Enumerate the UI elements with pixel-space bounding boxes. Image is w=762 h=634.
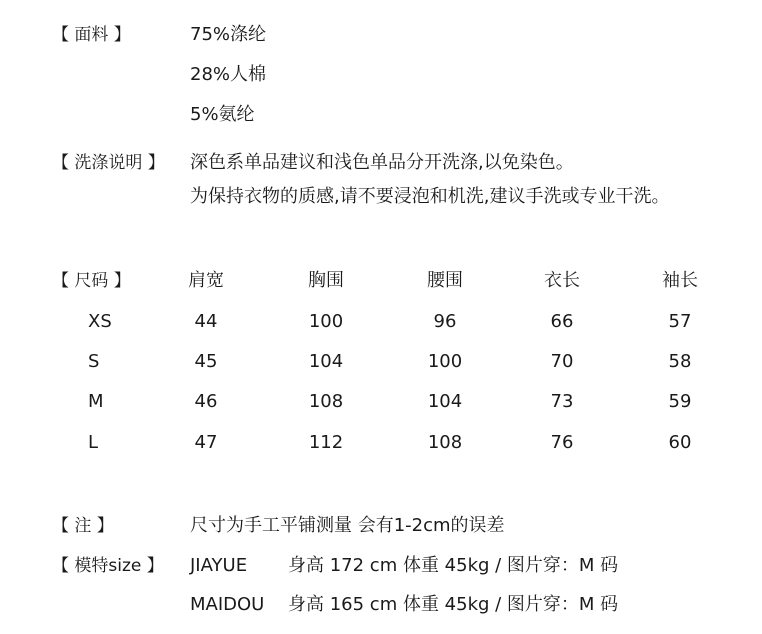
- fabric-line-1: 75%涤纶: [190, 24, 267, 45]
- size-cell: 57: [668, 311, 692, 332]
- size-cell: 100: [427, 351, 463, 372]
- size-cell: 100: [308, 311, 344, 332]
- size-header-waist: 腰围: [427, 270, 463, 291]
- size-cell: 59: [668, 391, 692, 412]
- note-text: 尺寸为手工平铺测量 会有1-2cm的误差: [190, 515, 505, 536]
- washing-line-1: 深色系单品建议和浅色单品分开洗涤,以免染色。: [190, 152, 574, 173]
- size-row-name: M: [88, 391, 104, 412]
- fabric-label: 【 面料 】: [52, 25, 131, 45]
- size-cell: 44: [194, 311, 218, 332]
- size-cell: 76: [550, 432, 574, 453]
- size-cell: 58: [668, 351, 692, 372]
- model-name-1: JIAYUE: [190, 555, 248, 576]
- model-info-2: 身高 165 cm 体重 45kg / 图片穿：M 码: [288, 594, 619, 615]
- size-cell: 104: [308, 351, 344, 372]
- model-name-2: MAIDOU: [190, 594, 265, 615]
- size-cell: 108: [427, 432, 463, 453]
- size-label: 【 尺码 】: [52, 271, 131, 291]
- size-cell: 112: [308, 432, 344, 453]
- size-cell: 108: [308, 391, 344, 412]
- washing-line-2: 为保持衣物的质感,请不要浸泡和机洗,建议手洗或专业干洗。: [190, 186, 670, 207]
- size-row-name: S: [88, 351, 100, 372]
- note-label: 【 注 】: [52, 516, 114, 536]
- size-cell: 47: [194, 432, 218, 453]
- washing-label: 【 洗涤说明 】: [52, 153, 165, 173]
- size-cell: 66: [550, 311, 574, 332]
- size-cell: 96: [433, 311, 457, 332]
- size-row-name: L: [88, 432, 99, 453]
- fabric-line-2: 28%人棉: [190, 64, 267, 85]
- size-header-shoulder: 肩宽: [188, 270, 224, 291]
- fabric-line-3: 5%氨纶: [190, 104, 255, 125]
- size-cell: 46: [194, 391, 218, 412]
- model-label: 【 模特size 】: [52, 556, 164, 576]
- size-row-name: XS: [88, 311, 112, 332]
- size-cell: 70: [550, 351, 574, 372]
- size-cell: 104: [427, 391, 463, 412]
- size-cell: 45: [194, 351, 218, 372]
- size-header-sleeve: 袖长: [662, 270, 698, 291]
- model-info-1: 身高 172 cm 体重 45kg / 图片穿：M 码: [288, 555, 619, 576]
- size-cell: 73: [550, 391, 574, 412]
- size-header-chest: 胸围: [308, 270, 344, 291]
- size-cell: 60: [668, 432, 692, 453]
- size-header-length: 衣长: [544, 270, 580, 291]
